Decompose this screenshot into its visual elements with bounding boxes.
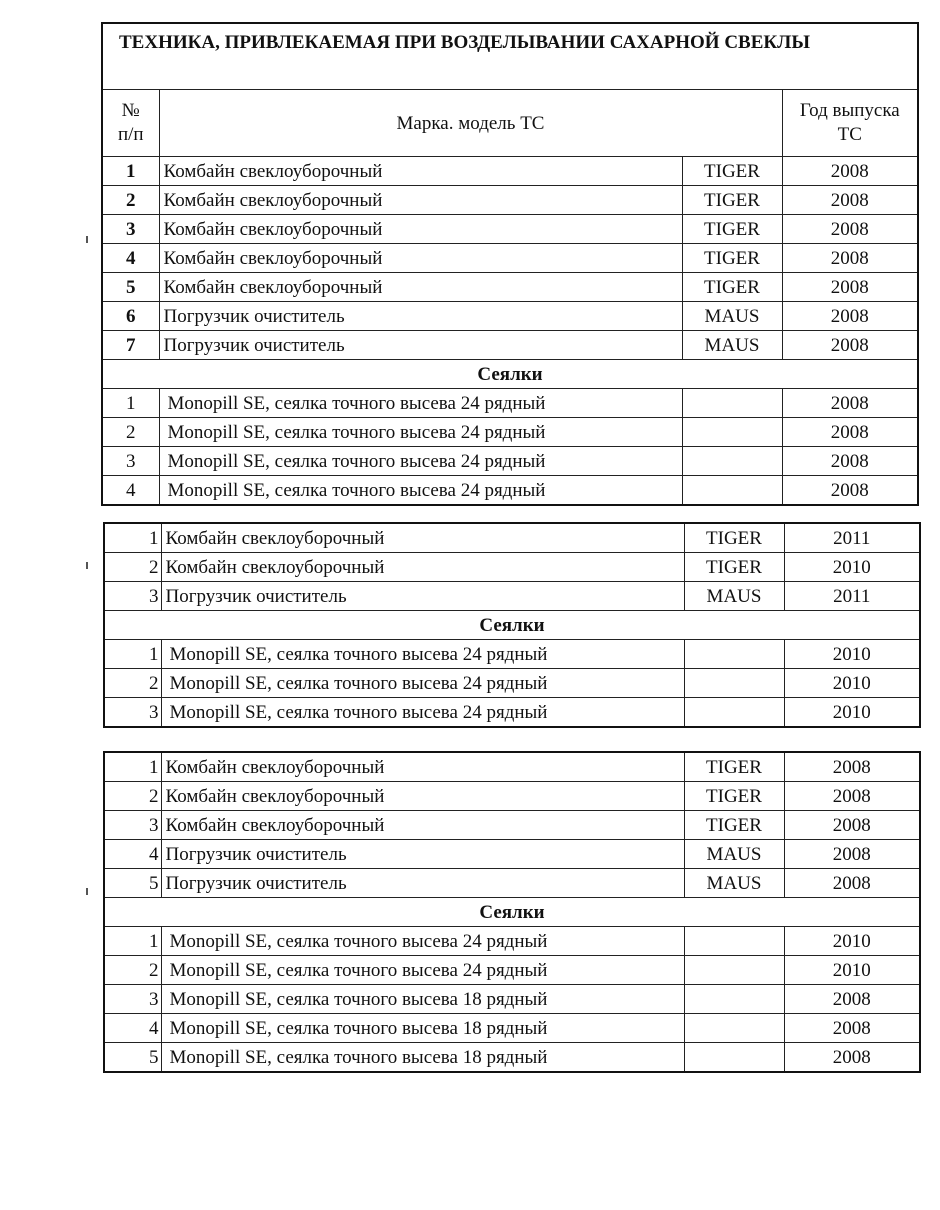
machine-year: 2008	[782, 302, 918, 331]
table-row	[102, 157, 918, 186]
seeder-name: Monopill SE, сеялка точного высева 24 рядный	[159, 418, 682, 447]
row-number: 7	[102, 331, 159, 360]
seeder-year: 2008	[782, 447, 918, 476]
seeder-name: Monopill SE, сеялка точного высева 24 рядный	[159, 476, 682, 506]
seeder-name: Monopill SE, сеялка точного высева 24 рядный	[161, 927, 684, 956]
machine-name: Комбайн свеклоуборочный	[159, 215, 682, 244]
row-number: 3	[102, 215, 159, 244]
machine-brand: TIGER	[684, 553, 784, 582]
section-title-seeders: Сеялки	[102, 360, 918, 389]
table-row	[104, 669, 920, 698]
seeder-year: 2010	[784, 640, 920, 669]
row-number: 2	[104, 553, 161, 582]
seeder-brand-empty	[684, 1014, 784, 1043]
column-header-number	[102, 90, 159, 157]
table-row	[104, 840, 920, 869]
table-row	[104, 698, 920, 728]
row-number: 1	[104, 523, 161, 553]
row-number: 1	[102, 157, 159, 186]
machine-name: Погрузчик очиститель	[159, 331, 682, 360]
row-number: 5	[104, 1043, 161, 1073]
table-row	[102, 389, 918, 418]
row-number: 5	[104, 869, 161, 898]
machine-brand: TIGER	[684, 811, 784, 840]
scan-speck	[86, 236, 88, 243]
seeder-brand-empty	[682, 389, 782, 418]
column-header-year	[782, 90, 918, 157]
seeder-year: 2010	[784, 669, 920, 698]
row-number: 4	[104, 840, 161, 869]
row-number: 4	[102, 244, 159, 273]
table-row	[102, 244, 918, 273]
table-row	[104, 640, 920, 669]
machine-year: 2008	[782, 186, 918, 215]
seeder-year: 2008	[782, 418, 918, 447]
row-number: 2	[104, 956, 161, 985]
seeder-name: Monopill SE, сеялка точного высева 24 рядный	[161, 698, 684, 728]
row-number: 5	[102, 273, 159, 302]
machine-brand: TIGER	[682, 186, 782, 215]
machine-brand: TIGER	[682, 157, 782, 186]
table-row	[104, 582, 920, 611]
table-row	[104, 811, 920, 840]
machine-year: 2008	[782, 273, 918, 302]
machine-year: 2008	[784, 782, 920, 811]
table-row	[104, 956, 920, 985]
seeder-year: 2008	[784, 985, 920, 1014]
table-row	[104, 752, 920, 782]
seeder-name: Monopill SE, сеялка точного высева 24 рядный	[161, 669, 684, 698]
machine-year: 2011	[784, 523, 920, 553]
table-row	[102, 302, 918, 331]
machine-year: 2008	[782, 157, 918, 186]
machine-year: 2008	[784, 869, 920, 898]
machine-brand: TIGER	[684, 752, 784, 782]
seeder-brand-empty	[682, 447, 782, 476]
section-title-seeders: Сеялки	[104, 898, 920, 927]
machine-name: Погрузчик очиститель	[161, 840, 684, 869]
machine-name: Комбайн свеклоуборочный	[159, 186, 682, 215]
machine-name: Погрузчик очиститель	[161, 582, 684, 611]
seeder-year: 2008	[784, 1014, 920, 1043]
row-number: 3	[104, 985, 161, 1014]
seeder-name: Monopill SE, сеялка точного высева 24 рядный	[159, 447, 682, 476]
seeder-brand-empty	[684, 956, 784, 985]
table-row	[102, 331, 918, 360]
row-number: 3	[104, 698, 161, 728]
seeder-name: Monopill SE, сеялка точного высева 24 рядный	[161, 640, 684, 669]
equipment-table-2	[103, 522, 921, 728]
machine-year: 2011	[784, 582, 920, 611]
row-number: 3	[104, 582, 161, 611]
table-row	[104, 1014, 920, 1043]
machine-name: Комбайн свеклоуборочный	[159, 157, 682, 186]
row-number: 6	[102, 302, 159, 331]
seeder-year: 2010	[784, 927, 920, 956]
table-row	[104, 523, 920, 553]
section-row	[102, 360, 918, 389]
machine-name: Комбайн свеклоуборочный	[159, 273, 682, 302]
machine-brand: TIGER	[684, 523, 784, 553]
machine-brand: MAUS	[682, 302, 782, 331]
seeder-name: Monopill SE, сеялка точного высева 18 рядный	[161, 1014, 684, 1043]
machine-name: Комбайн свеклоуборочный	[161, 553, 684, 582]
seeder-year: 2010	[784, 956, 920, 985]
number-sign: №	[121, 100, 140, 122]
seeder-brand-empty	[684, 1043, 784, 1073]
machine-year: 2008	[784, 752, 920, 782]
row-number: 4	[104, 1014, 161, 1043]
equipment-table-3	[103, 751, 921, 1073]
seeder-year: 2008	[782, 389, 918, 418]
seeder-name: Monopill SE, сеялка точного высева 18 рядный	[161, 1043, 684, 1073]
machine-brand: TIGER	[682, 273, 782, 302]
machine-brand: MAUS	[684, 582, 784, 611]
year-header-line1: Год выпуска	[799, 100, 900, 122]
seeder-brand-empty	[684, 669, 784, 698]
table-row	[102, 447, 918, 476]
scan-speck	[86, 888, 88, 895]
seeder-name: Monopill SE, сеялка точного высева 24 рядный	[161, 956, 684, 985]
machine-name: Комбайн свеклоуборочный	[161, 752, 684, 782]
machine-year: 2008	[784, 811, 920, 840]
section-row	[104, 611, 920, 640]
row-number: 3	[104, 811, 161, 840]
seeder-brand-empty	[682, 476, 782, 506]
machine-brand: MAUS	[684, 869, 784, 898]
row-number: 1	[102, 389, 159, 418]
section-row	[104, 898, 920, 927]
row-number: 4	[102, 476, 159, 506]
row-number: 1	[104, 927, 161, 956]
table-row	[104, 927, 920, 956]
section-title-seeders: Сеялки	[104, 611, 920, 640]
machine-year: 2010	[784, 553, 920, 582]
machine-brand: TIGER	[682, 215, 782, 244]
seeder-brand-empty	[684, 927, 784, 956]
machine-name: Комбайн свеклоуборочный	[161, 811, 684, 840]
seeder-brand-empty	[684, 985, 784, 1014]
seeder-brand-empty	[684, 640, 784, 669]
row-number: 1	[104, 752, 161, 782]
machine-brand: MAUS	[682, 331, 782, 360]
row-number: 3	[102, 447, 159, 476]
machine-brand: TIGER	[682, 244, 782, 273]
seeder-year: 2008	[782, 476, 918, 506]
machine-name: Комбайн свеклоуборочный	[159, 244, 682, 273]
table-row	[102, 418, 918, 447]
table-row	[102, 273, 918, 302]
number-abbrev: п/п	[117, 124, 144, 145]
machine-year: 2008	[784, 840, 920, 869]
machine-year: 2008	[782, 331, 918, 360]
row-number: 2	[102, 418, 159, 447]
row-number: 2	[102, 186, 159, 215]
machine-year: 2008	[782, 244, 918, 273]
table-row	[104, 553, 920, 582]
table-row	[104, 1043, 920, 1073]
machine-brand: TIGER	[684, 782, 784, 811]
seeder-brand-empty	[682, 418, 782, 447]
table-row	[102, 476, 918, 506]
machine-name: Погрузчик очиститель	[161, 869, 684, 898]
equipment-table-1	[101, 22, 919, 506]
column-header-model: Марка. модель ТС	[159, 90, 782, 157]
seeder-name: Monopill SE, сеялка точного высева 24 рядный	[159, 389, 682, 418]
machine-year: 2008	[782, 215, 918, 244]
row-number: 2	[104, 782, 161, 811]
machine-brand: MAUS	[684, 840, 784, 869]
scan-speck	[86, 562, 88, 569]
document-title: ТЕХНИКА, ПРИВЛЕКАЕМАЯ ПРИ ВОЗДЕЛЫВАНИИ САХАРНОЙ СВЕКЛЫ	[102, 23, 918, 90]
row-number: 1	[104, 640, 161, 669]
table-row	[104, 985, 920, 1014]
row-number: 2	[104, 669, 161, 698]
seeder-year: 2010	[784, 698, 920, 728]
table-row	[102, 186, 918, 215]
seeder-year: 2008	[784, 1043, 920, 1073]
seeder-brand-empty	[684, 698, 784, 728]
machine-name: Комбайн свеклоуборочный	[161, 782, 684, 811]
table-row	[102, 215, 918, 244]
machine-name: Погрузчик очиститель	[159, 302, 682, 331]
table-row	[104, 869, 920, 898]
machine-name: Комбайн свеклоуборочный	[161, 523, 684, 553]
seeder-name: Monopill SE, сеялка точного высева 18 рядный	[161, 985, 684, 1014]
year-header-line2: ТС	[837, 124, 862, 145]
table-row	[104, 782, 920, 811]
